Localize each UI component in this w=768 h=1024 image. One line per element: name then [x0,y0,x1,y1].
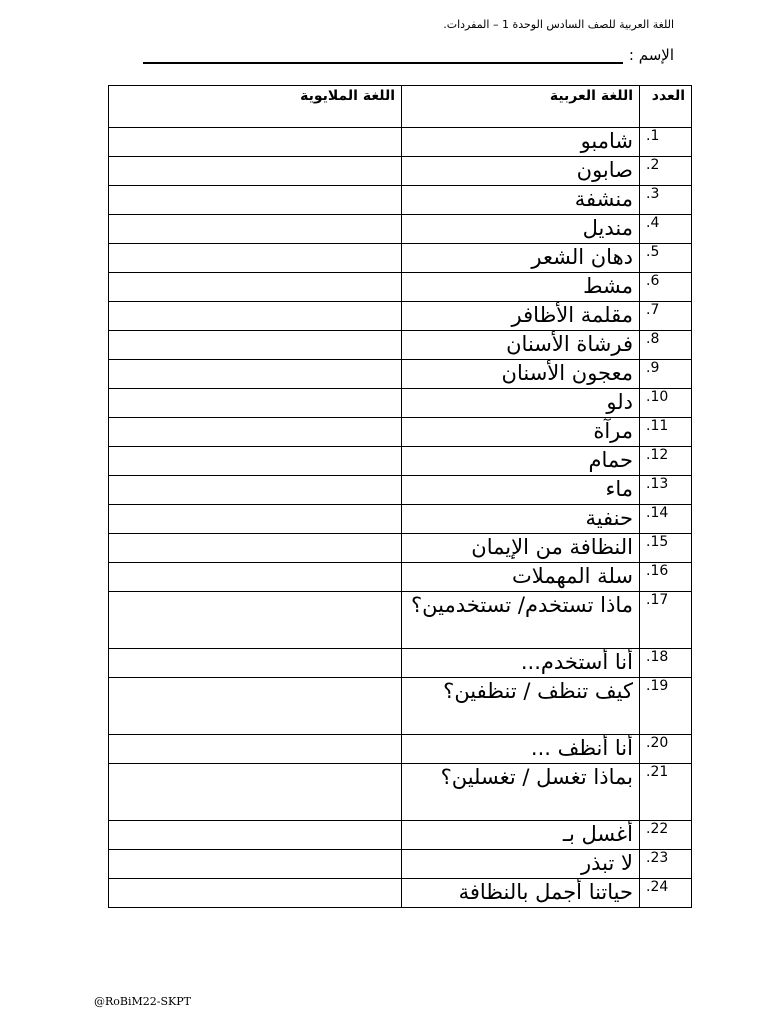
malay-answer-cell[interactable] [109,128,402,157]
table-row [109,476,692,505]
table-row [109,360,692,389]
malay-answer-cell[interactable] [109,592,402,649]
arabic-term: أنا أستخدم... [402,649,640,678]
malay-answer-cell[interactable] [109,389,402,418]
malay-answer-cell[interactable] [109,764,402,821]
arabic-term: منشفة [402,186,640,215]
row-number: 2. [640,157,692,186]
arabic-term: أغسل بـ [402,821,640,850]
table-row [109,157,692,186]
table-row [109,128,692,157]
name-blank-line[interactable] [143,46,623,64]
column-header-number: العدد [640,86,692,128]
arabic-term: حنفية [402,505,640,534]
table-row [109,331,692,360]
table-row [109,215,692,244]
row-number: 7. [640,302,692,331]
table-row [109,302,692,331]
arabic-term: حياتنا أجمل بالنظافة [402,879,640,908]
row-number: 23. [640,850,692,879]
table-row [109,389,692,418]
table-row [109,678,692,735]
arabic-term: فرشاة الأسنان [402,331,640,360]
malay-answer-cell[interactable] [109,850,402,879]
arabic-term: دهان الشعر [402,244,640,273]
malay-answer-cell[interactable] [109,215,402,244]
malay-answer-cell[interactable] [109,331,402,360]
malay-answer-cell[interactable] [109,476,402,505]
column-header-arabic: اللغة العربية [402,86,640,128]
row-number: 4. [640,215,692,244]
table-row [109,534,692,563]
table-row [109,821,692,850]
malay-answer-cell[interactable] [109,186,402,215]
arabic-term: ماذا تستخدم/ تستخدمين؟ [402,592,640,649]
arabic-term: دلو [402,389,640,418]
malay-answer-cell[interactable] [109,678,402,735]
row-number: 9. [640,360,692,389]
row-number: 16. [640,563,692,592]
arabic-term: حمام [402,447,640,476]
arabic-term: سلة المهملات [402,563,640,592]
malay-answer-cell[interactable] [109,563,402,592]
row-number: 8. [640,331,692,360]
row-number: 3. [640,186,692,215]
column-header-malay: اللغة الملايوية [109,86,402,128]
table-row [109,735,692,764]
arabic-term: مرآة [402,418,640,447]
arabic-term: ماء [402,476,640,505]
arabic-term: كيف تنظف / تنظفين؟ [402,678,640,735]
arabic-term: منديل [402,215,640,244]
malay-answer-cell[interactable] [109,273,402,302]
table-row [109,764,692,821]
worksheet-title: اللغة العربية للصف السادس الوحدة 1 – المفردات. [443,18,674,31]
table-row [109,273,692,302]
table-row [109,447,692,476]
arabic-term: لا تبذر [402,850,640,879]
arabic-term: النظافة من الإيمان [402,534,640,563]
row-number: 13. [640,476,692,505]
row-number: 6. [640,273,692,302]
row-number: 11. [640,418,692,447]
table-row [109,244,692,273]
malay-answer-cell[interactable] [109,649,402,678]
vocabulary-table-body [109,128,692,908]
table-row [109,850,692,879]
name-label: الإسم : [628,46,674,64]
malay-answer-cell[interactable] [109,821,402,850]
malay-answer-cell[interactable] [109,302,402,331]
malay-answer-cell[interactable] [109,879,402,908]
malay-answer-cell[interactable] [109,360,402,389]
arabic-term: مشط [402,273,640,302]
row-number: 20. [640,735,692,764]
arabic-term: مقلمة الأظافر [402,302,640,331]
row-number: 18. [640,649,692,678]
row-number: 14. [640,505,692,534]
malay-answer-cell[interactable] [109,447,402,476]
table-row [109,418,692,447]
table-row [109,186,692,215]
row-number: 10. [640,389,692,418]
arabic-term: بماذا تغسل / تغسلين؟ [402,764,640,821]
row-number: 12. [640,447,692,476]
vocabulary-table [108,85,692,908]
arabic-term: أنا أنظف ... [402,735,640,764]
row-number: 17. [640,592,692,649]
table-row [109,879,692,908]
malay-answer-cell[interactable] [109,244,402,273]
row-number: 15. [640,534,692,563]
row-number: 1. [640,128,692,157]
arabic-term: شامبو [402,128,640,157]
arabic-term: معجون الأسنان [402,360,640,389]
arabic-term: صابون [402,157,640,186]
malay-answer-cell[interactable] [109,505,402,534]
malay-answer-cell[interactable] [109,418,402,447]
row-number: 21. [640,764,692,821]
malay-answer-cell[interactable] [109,157,402,186]
malay-answer-cell[interactable] [109,534,402,563]
footer-credit: @RoBiM22-SKPT [94,995,191,1008]
table-row [109,649,692,678]
table-row [109,563,692,592]
row-number: 24. [640,879,692,908]
table-row [109,505,692,534]
row-number: 19. [640,678,692,735]
malay-answer-cell[interactable] [109,735,402,764]
row-number: 22. [640,821,692,850]
name-row [143,46,674,64]
row-number: 5. [640,244,692,273]
table-row [109,592,692,649]
